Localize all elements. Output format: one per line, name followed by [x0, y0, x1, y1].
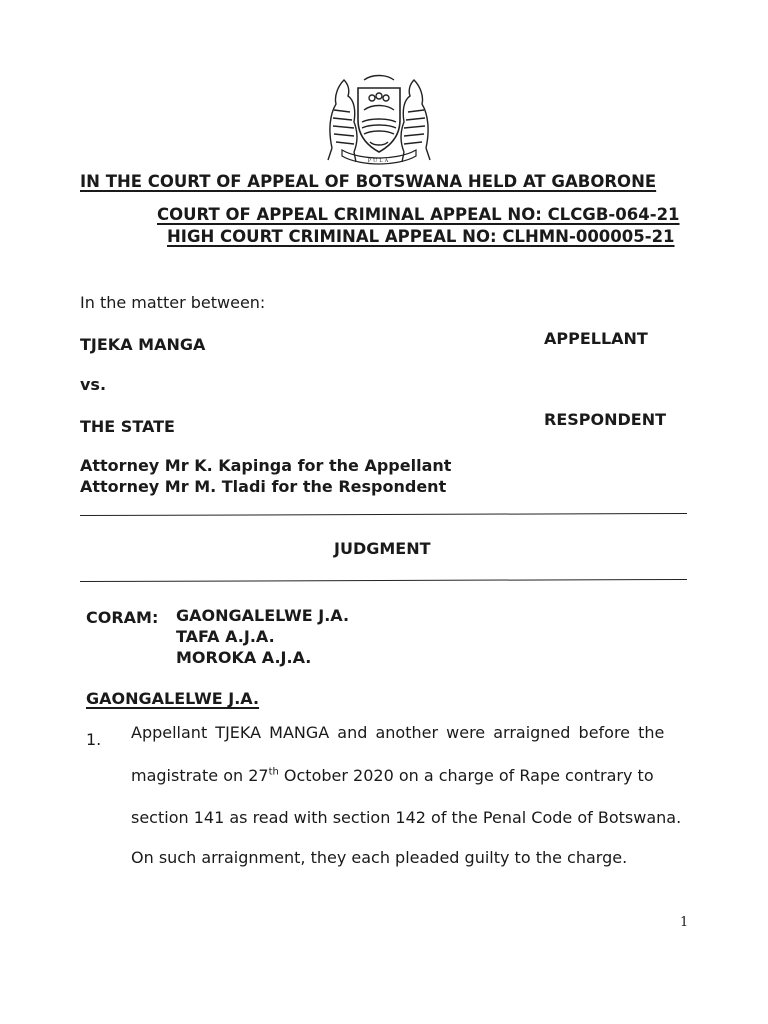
ordinal-suffix: th: [268, 766, 279, 778]
matter-between-label: In the matter between:: [80, 293, 266, 312]
court-of-appeal-case-number: COURT OF APPEAL CRIMINAL APPEAL NO: CLCGB-064-21: [157, 205, 680, 224]
paragraph-line: section 141 as read with section 142 of the Penal Code of Botswana.: [131, 808, 682, 827]
appellant-name: TJEKA MANGA: [80, 335, 206, 354]
crest-motto: PULA: [367, 158, 391, 164]
coram-judge: MOROKA A.J.A.: [176, 648, 312, 667]
coram-label: CORAM:: [86, 608, 159, 627]
paragraph-text: October 2020 on a charge of Rape contrary to: [278, 766, 654, 785]
divider-top: [80, 513, 687, 516]
high-court-case-number: HIGH COURT CRIMINAL APPEAL NO: CLHMN-000005-21: [167, 227, 675, 246]
respondent-name: THE STATE: [80, 417, 175, 436]
versus-label: vs.: [80, 375, 107, 394]
page-number: 1: [680, 915, 689, 930]
coram-judge: GAONGALELWE J.A.: [176, 606, 350, 625]
paragraph-text: magistrate on 27: [131, 766, 269, 785]
judgment-heading: JUDGMENT: [334, 539, 431, 558]
paragraph-line: Appellant TJEKA MANGA and another were arraigned before the: [131, 723, 665, 742]
divider-bottom: [80, 579, 687, 582]
judgment-author: GAONGALELWE J.A.: [86, 689, 260, 708]
court-title: IN THE COURT OF APPEAL OF BOTSWANA HELD AT GABORONE: [80, 172, 657, 191]
respondent-role: RESPONDENT: [544, 410, 667, 429]
appellant-counsel: Attorney Mr K. Kapinga for the Appellant: [80, 456, 452, 475]
coram-judge: TAFA A.J.A.: [176, 627, 275, 646]
respondent-counsel: Attorney Mr M. Tladi for the Respondent: [80, 477, 447, 496]
coat-of-arms-icon: [312, 70, 446, 166]
paragraph-line: On such arraignment, they each pleaded guilty to the charge.: [131, 848, 628, 867]
paragraph-number: 1.: [86, 730, 102, 749]
paragraph-line: [131, 766, 654, 785]
appellant-role: APPELLANT: [544, 329, 648, 348]
